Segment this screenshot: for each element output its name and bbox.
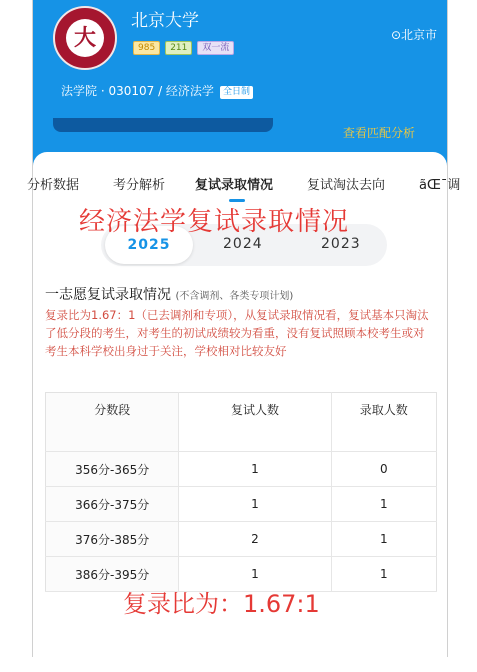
overlay-title: 经济法学复试录取情况 (79, 207, 350, 237)
tab-retest-elimination[interactable]: 复试淘汰去向 (307, 178, 386, 193)
header-retest-count: 复试人数 (179, 393, 331, 452)
cell-admitted-count: 1 (331, 557, 436, 592)
header-decor-bar (53, 118, 273, 132)
section-title-text: 一志愿复试录取情况 (45, 287, 171, 303)
tab-retest-admission[interactable]: 复试录取情况 (195, 178, 274, 193)
tab-bar (27, 174, 461, 194)
cell-retest-count: 1 (179, 557, 331, 592)
year-option-2023[interactable]: 2023 (321, 236, 361, 252)
major-info (61, 82, 253, 99)
table-row (46, 522, 437, 557)
badge-group (133, 35, 239, 55)
logo-glyph: 大 (73, 25, 96, 51)
badge-211: 211 (165, 41, 192, 55)
tab-analysis-data[interactable]: 分析数据 (27, 178, 80, 193)
section-heading (45, 284, 293, 304)
header-score-range: 分数段 (46, 393, 179, 452)
section-note: (不含调剂、各类专项计划) (175, 291, 294, 302)
year-option-2024[interactable]: 2024 (223, 236, 263, 252)
cell-admitted-count: 1 (331, 522, 436, 557)
major-path: 法学院 · 030107 / 经济法学 (61, 84, 214, 98)
cell-score-range: 366分-375分 (46, 487, 179, 522)
app-frame (27, 0, 461, 657)
year-option-2025[interactable]: 2025 (105, 226, 193, 264)
study-mode-badge: 全日制 (220, 86, 253, 99)
university-name[interactable]: 北京大学 (131, 11, 199, 31)
cell-admitted-count: 0 (331, 452, 436, 487)
cell-score-range: 376分-385分 (46, 522, 179, 557)
score-table (45, 392, 437, 592)
match-analysis-link[interactable]: 查看匹配分析 (342, 126, 415, 140)
cell-admitted-count: 1 (331, 487, 436, 522)
cell-score-range: 356分-365分 (46, 452, 179, 487)
table-row (46, 452, 437, 487)
logo-seal (66, 19, 104, 57)
table-header-row (46, 393, 437, 452)
header-admitted-count: 录取人数 (331, 393, 436, 452)
tab-adjustment[interactable]: ãŒ¯调 (419, 178, 461, 193)
location-label: ⊙北京市 (390, 28, 437, 42)
badge-985: 985 (133, 41, 160, 55)
table-row (46, 487, 437, 522)
university-logo (53, 6, 117, 70)
cell-retest-count: 1 (179, 487, 331, 522)
analysis-description: 复录比为1.67：1（已去调剂和专项），从复试录取情况看，复试基本只淘汰了低分段的考生，对考生的初试成绩较为看重，没有复试照顾本校考生或对考生本科学校出身过于关注，学校相对比较友好 (45, 308, 429, 358)
cell-retest-count: 1 (179, 452, 331, 487)
overlay-ratio: 复录比为：1.67:1 (123, 590, 320, 618)
tab-score-analysis[interactable]: 考分解析 (113, 178, 166, 193)
cell-retest-count: 2 (179, 522, 331, 557)
badge-double-first-class: 双一流 (197, 41, 234, 55)
cell-score-range: 386分-395分 (46, 557, 179, 592)
